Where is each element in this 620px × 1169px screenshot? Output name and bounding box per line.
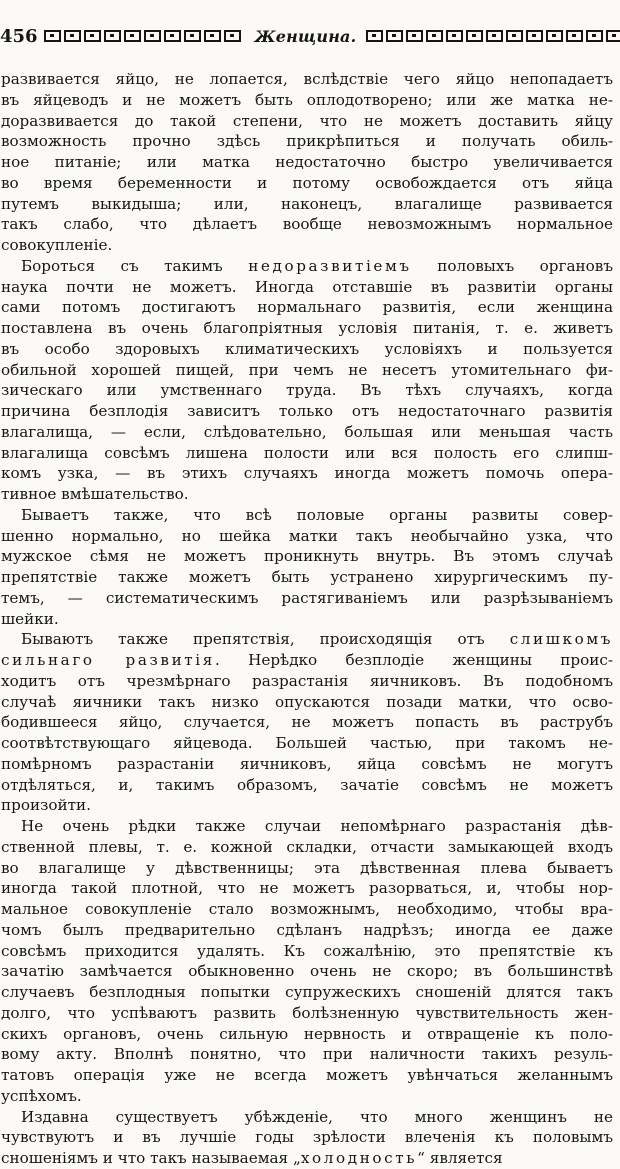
ornament-box-icon xyxy=(526,30,543,42)
text-line: случаѣ яичники такъ низко опускаются позади матки, что осво- xyxy=(1,692,613,711)
running-header xyxy=(0,24,612,48)
ornament-box-icon xyxy=(124,30,141,42)
text-line: шейки. xyxy=(1,609,59,628)
text-line: въ яйцеводъ и не можетъ быть оплодотворено; или же матка не- xyxy=(1,90,613,109)
text-line: Не очень рѣдки также случаи непомѣрнаго разрастанія дѣв- xyxy=(21,817,613,835)
header-ornament-left xyxy=(44,30,241,42)
text-line: чувствуютъ и въ лучшіе годы зрѣлости влеченія къ половымъ xyxy=(1,1128,613,1147)
text-line: шенно нормально, но шейка матки такъ необычайно узка, что xyxy=(1,526,613,545)
header-ornament-right xyxy=(366,30,620,42)
text-line: во время беременности и потому освобождается отъ яйца xyxy=(1,173,613,192)
paragraph xyxy=(1,505,613,630)
spaced-emphasis: сильнаго развитія xyxy=(1,651,215,669)
text-line: мужское сѣмя не можетъ проникнуть внутрь. Въ этомъ случаѣ xyxy=(1,547,613,566)
ornament-box-icon xyxy=(366,30,383,42)
ornament-box-icon xyxy=(204,30,221,42)
text-line: наука почти не можетъ. Иногда отставшіе въ развитіи органы xyxy=(1,277,613,296)
ornament-box-icon xyxy=(84,30,101,42)
text-line: совсѣмъ приходится удалять. Къ сожалѣнію, это препятствіе къ xyxy=(1,941,613,960)
text-line: чомъ былъ предварительно сдѣланъ надрѣзъ; иногда ее даже xyxy=(1,920,613,939)
running-title: Женщина. xyxy=(254,26,357,46)
text-line: тивное вмѣшательство. xyxy=(1,485,189,503)
text-line xyxy=(1,256,613,277)
ornament-box-icon xyxy=(386,30,403,42)
text-line: бодившееся яйцо, случается, не можетъ попасть въ раструбъ xyxy=(1,713,613,732)
text-line: препятствіе также можетъ быть устранено хирургическимъ пу- xyxy=(1,568,613,586)
text-line: развивается яйцо, не лопается, вслѣдствіе чего яйцо непопадаетъ xyxy=(1,70,613,88)
text-line: Издавна существуетъ убѣжденіе, что много женщинъ не xyxy=(21,1107,613,1126)
ornament-box-icon xyxy=(426,30,443,42)
text-line: помѣрномъ разрастаніи яичниковъ, яйца совсѣмъ не могутъ xyxy=(1,754,613,773)
ornament-box-icon xyxy=(546,30,563,42)
text-run: “ является xyxy=(417,1149,503,1167)
text-line: причина безплодія зависитъ только отъ недостаточнаго развитія xyxy=(1,402,613,420)
text-line xyxy=(1,629,613,650)
ornament-box-icon xyxy=(586,30,603,42)
text-line: мальное совокупленіе стало возможнымъ, необходимо, чтобы вра- xyxy=(1,900,613,918)
text-line: ное питаніе; или матка недостаточно быстро увеличивается xyxy=(1,153,613,171)
text-run: Бороться съ такимъ xyxy=(21,256,249,275)
paragraph xyxy=(1,816,613,1107)
spaced-emphasis: недоразвитіемъ xyxy=(248,256,412,275)
text-line: влагалища совсѣмъ лишена полости или вся полость его слипш- xyxy=(1,443,613,462)
spaced-emphasis: слишкомъ xyxy=(509,630,613,649)
ornament-box-icon xyxy=(486,30,503,42)
spaced-emphasis: холодность xyxy=(300,1149,418,1167)
text-line xyxy=(1,1148,613,1169)
text-run: . Нерѣдко безплодіе женщины проис- xyxy=(214,651,613,669)
ornament-box-icon xyxy=(466,30,483,42)
text-run: Бываютъ также препятствія, происходящія отъ xyxy=(21,630,510,649)
text-line: скихъ органовъ, очень сильную нервность и отвращеніе къ поло- xyxy=(1,1024,613,1043)
text-line: долго, что успѣваютъ развить болѣзненную чувствительность жен- xyxy=(1,1003,613,1022)
text-line: случаевъ безплодныя попытки супружескихъ сношеній длятся такъ xyxy=(1,983,613,1001)
page-number: 456 xyxy=(0,25,38,47)
ornament-box-icon xyxy=(184,30,201,42)
text-line: успѣхомъ. xyxy=(1,1086,82,1105)
text-line: совокупленіе. xyxy=(1,236,113,254)
ornament-box-icon xyxy=(44,30,61,42)
paragraph xyxy=(1,69,613,256)
text-line: зачатію замѣчается обыкновенно очень не скоро; въ большинствѣ xyxy=(1,962,613,981)
ornament-box-icon xyxy=(64,30,81,42)
body-text xyxy=(1,69,613,1169)
text-line: ходитъ отъ чрезмѣрнаго разрастанія яичниковъ. Въ подобномъ xyxy=(1,671,613,690)
text-line: Бываетъ также, что всѣ половые органы развиты совер- xyxy=(21,505,613,524)
text-line: вому акту. Вполнѣ понятно, что при наличности такихъ резуль- xyxy=(1,1045,613,1064)
ornament-box-icon xyxy=(104,30,121,42)
text-line: темъ, — систематическимъ растягиваніемъ или разрѣзываніемъ xyxy=(1,588,613,607)
text-line: въ особо здоровыхъ климатическихъ условіяхъ и пользуется xyxy=(1,339,613,358)
text-line: татовъ операція уже не всегда можетъ увѣнчаться желаннымъ xyxy=(1,1066,613,1084)
paragraph xyxy=(1,629,613,816)
text-run: сношеніямъ и что такъ называемая „ xyxy=(1,1149,301,1167)
text-run: половыхъ органовъ xyxy=(411,256,613,275)
text-line: сами потомъ достигаютъ нормальнаго развитія, если женщина xyxy=(1,298,613,317)
ornament-box-icon xyxy=(446,30,463,42)
text-line: отдѣляться, и, такимъ образомъ, зачатіе совсѣмъ не можетъ xyxy=(1,775,613,794)
text-line: путемъ выкидыша; или, наконецъ, влагалище развивается xyxy=(1,194,613,213)
ornament-box-icon xyxy=(506,30,523,42)
ornament-box-icon xyxy=(144,30,161,42)
ornament-box-icon xyxy=(164,30,181,42)
ornament-box-icon xyxy=(566,30,583,42)
text-line: поставлена въ очень благопріятныя условія питанія, т. е. живетъ xyxy=(1,319,613,337)
text-line: произойти. xyxy=(1,796,92,815)
text-line: такъ слабо, что дѣлаетъ вообще невозможнымъ нормальное xyxy=(1,215,613,234)
text-line: иногда такой плотной, что не можетъ разорваться, и, чтобы нор- xyxy=(1,879,613,898)
text-line: во влагалище у дѣвственницы; эта дѣвственная плева бываетъ xyxy=(1,858,613,877)
text-line xyxy=(1,650,613,671)
text-line: комъ узка, — въ этихъ случаяхъ иногда можетъ помочь опера- xyxy=(1,464,613,483)
text-line: влагалища, — если, слѣдовательно, большая или меньшая часть xyxy=(1,422,613,441)
text-line: обильной хорошей пищей, при чемъ не несетъ утомительнаго фи- xyxy=(1,360,613,379)
text-line: возможность прочно здѣсь прикрѣпиться и получать обиль- xyxy=(1,132,613,151)
paragraph xyxy=(1,256,613,505)
text-line: зическаго или умственнаго труда. Въ тѣхъ случаяхъ, когда xyxy=(1,381,613,400)
ornament-box-icon xyxy=(606,30,620,42)
text-line: доразвивается до такой степени, что не можетъ доставить яйцу xyxy=(1,111,613,130)
text-line: ственной плевы, т. е. кожной складки, отчасти замыкающей входъ xyxy=(1,837,613,856)
ornament-box-icon xyxy=(224,30,241,42)
ornament-box-icon xyxy=(406,30,423,42)
text-line: соотвѣтствующаго яйцевода. Большей частью, при такомъ не- xyxy=(1,734,613,752)
